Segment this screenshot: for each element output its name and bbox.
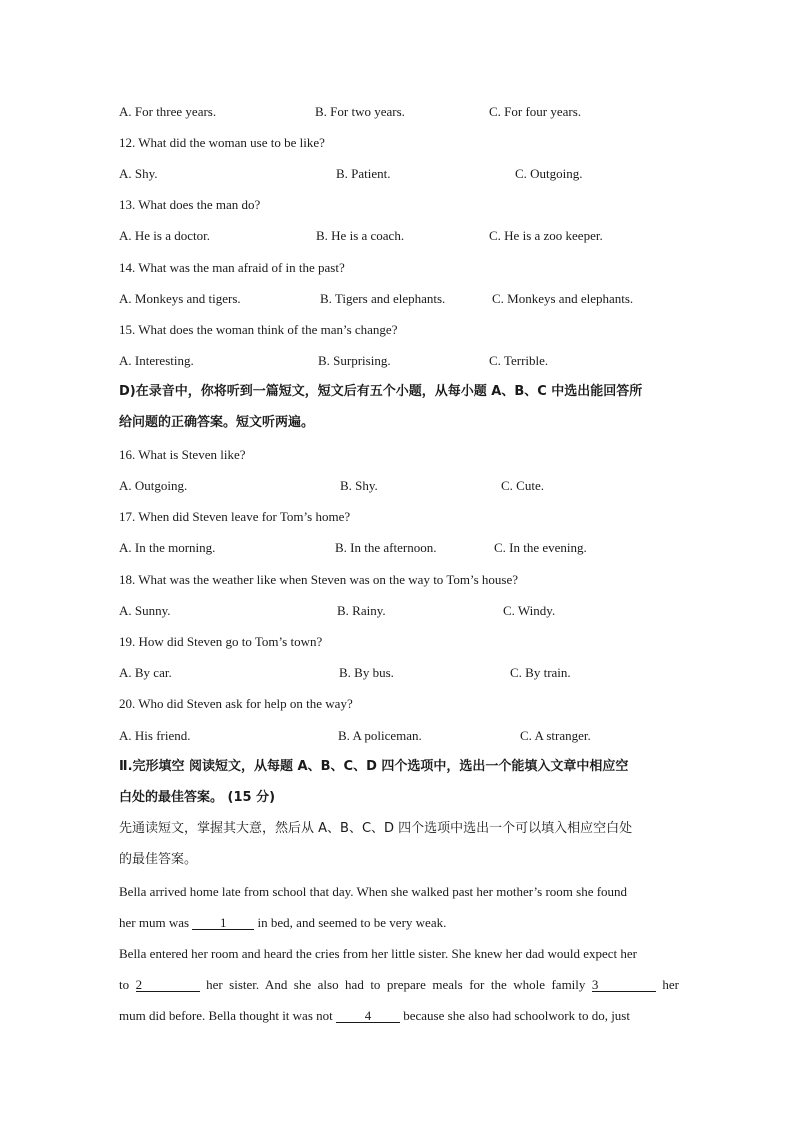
- option-b: B. In the afternoon.: [335, 540, 437, 555]
- passage-text: her sister. And she also had to prepare meals for the whole family: [199, 977, 592, 992]
- passage-line: [119, 915, 679, 931]
- question-12: 12. What did the woman use to be like?: [119, 135, 325, 150]
- option-b: B. Surprising.: [318, 353, 391, 368]
- option-a: A. Shy.: [119, 166, 158, 181]
- section-2-instruction-line1: 先通读短文，掌握其大意，然后从 A、B、C、D 四个选项中选出一个可以填入相应空白处: [119, 821, 633, 836]
- option-c: C. By train.: [510, 665, 571, 680]
- option-b: B. He is a coach.: [316, 228, 405, 243]
- passage-line: [119, 977, 679, 993]
- option-c: C. In the evening.: [494, 540, 587, 555]
- option-a: A. In the morning.: [119, 540, 216, 555]
- option-c: C. A stranger.: [520, 728, 591, 743]
- passage-text: because she also had schoolwork to do, just: [400, 1008, 630, 1023]
- option-b: B. Tigers and elephants.: [320, 291, 446, 306]
- blank-2: 2: [136, 978, 200, 992]
- option-c: C. Terrible.: [489, 353, 549, 368]
- question-18: 18. What was the weather like when Steven was on the way to Tom’s house?: [119, 572, 518, 587]
- question-17: 17. When did Steven leave for Tom’s home?: [119, 509, 351, 524]
- option-c: C. He is a zoo keeper.: [489, 228, 603, 243]
- blank-3: 3: [592, 978, 656, 992]
- passage-text: mum did before. Bella thought it was not: [119, 1008, 336, 1023]
- option-a: A. By car.: [119, 665, 172, 680]
- option-b: B. By bus.: [339, 665, 394, 680]
- option-a: A. Monkeys and tigers.: [119, 291, 241, 306]
- section-2-instruction-line2: 的最佳答案。: [119, 852, 198, 867]
- option-a: A. He is a doctor.: [119, 228, 210, 243]
- option-b: B. Patient.: [336, 166, 391, 181]
- passage-line: [119, 1008, 679, 1024]
- blank-1: 1: [192, 916, 254, 930]
- section-d-instruction-line1: D)在录音中，你将听到一篇短文，短文后有五个小题，从每小题 A、B、C 中选出能回答所: [119, 384, 643, 399]
- passage-text: to: [119, 977, 136, 992]
- option-c: C. Monkeys and elephants.: [492, 291, 634, 306]
- passage-line: Bella entered her room and heard the cries from her little sister. She knew her dad would expect her: [119, 946, 638, 961]
- passage-text: in bed, and seemed to be very weak.: [254, 915, 447, 930]
- question-13: 13. What does the man do?: [119, 197, 261, 212]
- option-b: B. Shy.: [340, 478, 378, 493]
- option-b: B. Rainy.: [337, 603, 386, 618]
- question-14: 14. What was the man afraid of in the past?: [119, 260, 345, 275]
- question-16: 16. What is Steven like?: [119, 447, 246, 462]
- option-a: A. His friend.: [119, 728, 191, 743]
- passage-line: Bella arrived home late from school that day. When she walked past her mother’s room she found: [119, 884, 628, 899]
- option-c: C. For four years.: [489, 104, 582, 119]
- option-c: C. Outgoing.: [515, 166, 583, 181]
- blank-4: 4: [336, 1009, 400, 1023]
- option-a: A. Interesting.: [119, 353, 194, 368]
- option-a: A. For three years.: [119, 104, 217, 119]
- passage-text: her mum was: [119, 915, 193, 930]
- question-19: 19. How did Steven go to Tom’s town?: [119, 634, 323, 649]
- passage-text: her: [655, 977, 679, 992]
- option-c: C. Windy.: [503, 603, 556, 618]
- option-b: B. A policeman.: [338, 728, 422, 743]
- question-20: 20. Who did Steven ask for help on the way?: [119, 696, 353, 711]
- option-b: B. For two years.: [315, 104, 405, 119]
- section-d-instruction-line2: 给问题的正确答案。短文听两遍。: [119, 415, 315, 430]
- option-c: C. Cute.: [501, 478, 544, 493]
- question-15: 15. What does the woman think of the man’s change?: [119, 322, 398, 337]
- section-2-heading-line2: 白处的最佳答案。 (15 分): [119, 790, 276, 805]
- option-a: A. Outgoing.: [119, 478, 188, 493]
- option-a: A. Sunny.: [119, 603, 171, 618]
- section-2-heading-line1: Ⅱ.完形填空 阅读短文，从每题 A、B、C、D 四个选项中，选出一个能填入文章中相应空: [119, 759, 629, 774]
